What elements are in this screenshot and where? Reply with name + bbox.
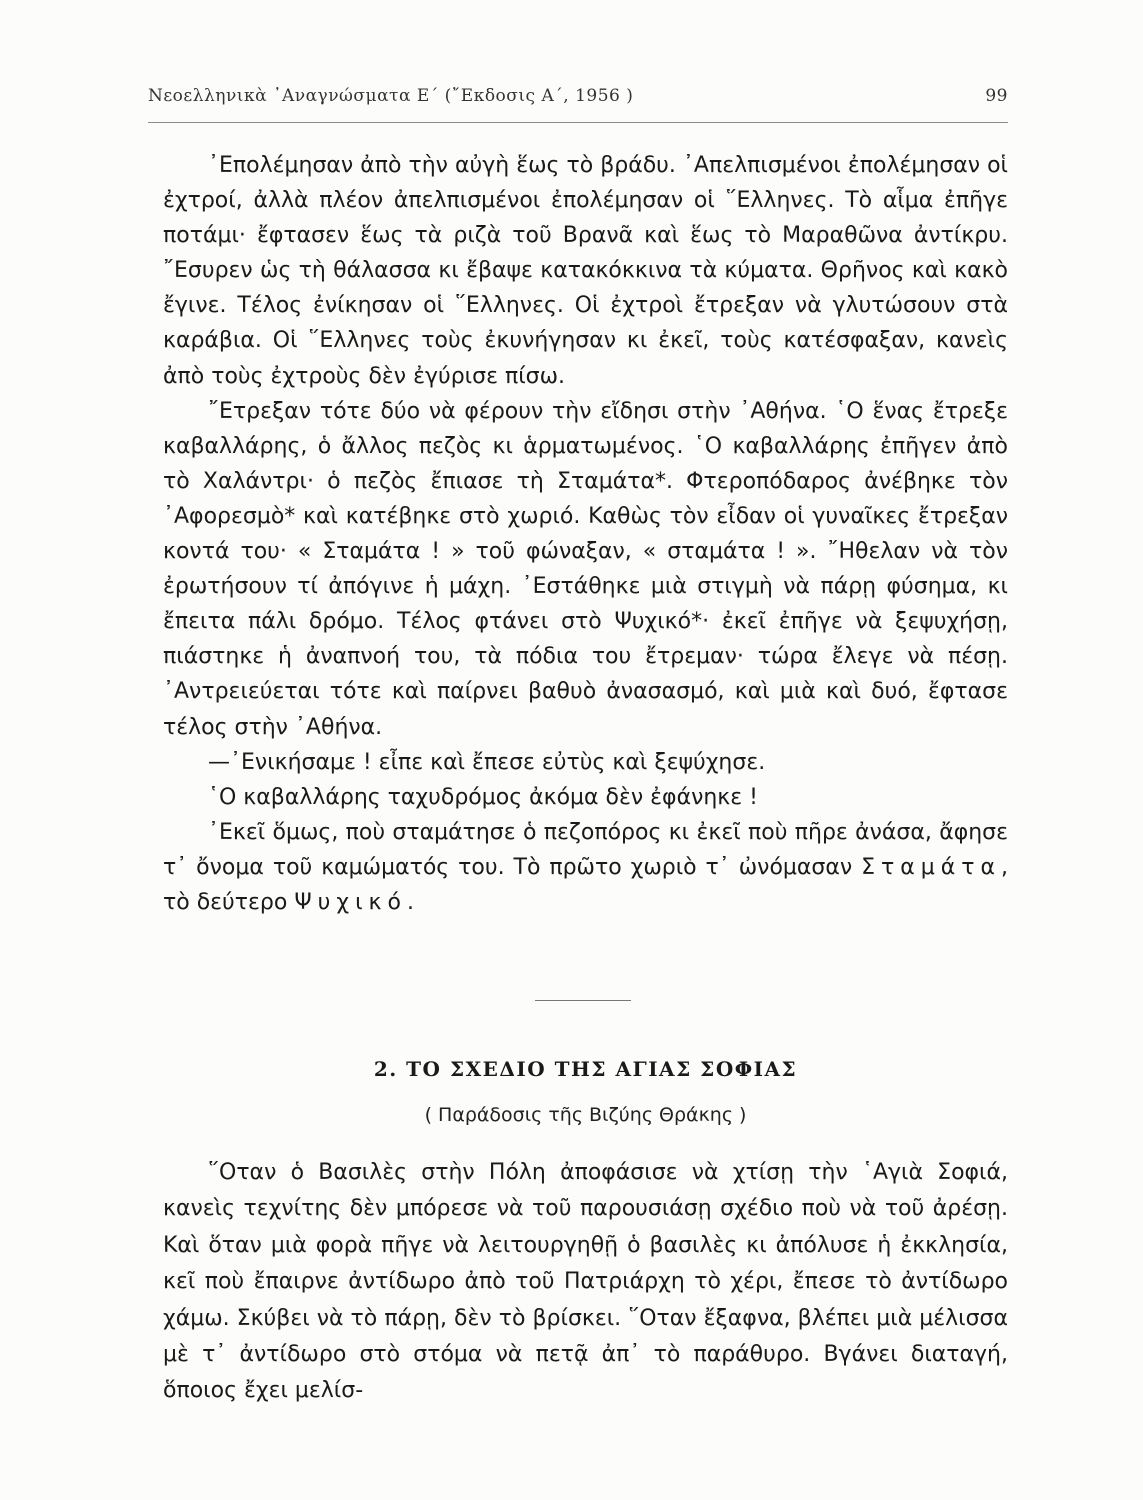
- paragraph: [163, 815, 1008, 920]
- running-header: [148, 86, 1008, 116]
- spaced-name-stamata: Σταμάτα: [861, 854, 1001, 880]
- section-title: 2. ΤΟ ΣΧΕΔΙΟ ΤΗΣ ΑΓΙΑΣ ΣΟΦΙΑΣ: [373, 1057, 798, 1081]
- paragraph-lead: ᾽Εκεῖ ὅμως, ποὺ σταμάτησε ὁ πεζοπόρος κι ἐκεῖ ποὺ πῆρε ἀνάσα, ἄφησε τ᾽ ὄνομα τοῦ καμώματός του. Τὸ πρῶτο χωριὸ τ᾽ ὠνόμασαν: [163, 819, 1008, 880]
- section-subtitle: ( Παράδοσις τῆς Βιζύης Θράκης ): [424, 1104, 747, 1126]
- section-2-text: [163, 1155, 1008, 1410]
- page-number: 99: [985, 86, 1008, 106]
- running-title: Νεοελληνικὰ ᾽Αναγνώσματα Ε΄ (῎Εκδοσις Α΄, 1956 ): [148, 86, 634, 106]
- spaced-name-psychiko: Ψυχικό: [294, 889, 407, 915]
- header-rule: [148, 122, 1008, 123]
- paragraph: ῾Ο καβαλλάρης ταχυδρόμος ἀκόμα δὲν ἐφάνηκε !: [208, 784, 758, 810]
- section-divider: [535, 1000, 631, 1001]
- paragraph-mid: , τὸ δεύτερο: [163, 854, 1008, 915]
- section-1-text: [163, 148, 1008, 920]
- paragraph: ῎Ετρεξαν τότε δύο νὰ φέρουν τὴν εἴδησι στὴν ᾽Αθήνα. ῾Ο ἕνας ἔτρεξε καβαλλάρης, ὁ ἄλλος πεζὸς κι ἁρματωμένος. ῾Ο καβαλλάρης ἐπῆγεν ἀπὸ τὸ Χαλάντρι· ὁ πεζὸς ἔπιασε τὴ Σταμάτα*. Φτεροπόδαρος ἀνέβηκε τὸν ᾽Αφορεσμὸ* καὶ κατέβηκε στὸ χωριό. Καθὼς τὸν εἶδαν οἱ γυναῖκες ἔτρεξαν κοντά του· « Σταμάτα ! » τοῦ φώναξαν, « σταμάτα ! ». ῎Ηθελαν νὰ τὸν ἐρωτήσουν τί ἀπόγινε ἡ μάχη. ᾽Εστάθηκε μιὰ στιγμὴ νὰ πάρῃ φύσημα, κι ἔπειτα πάλι δρόμο. Τέλος φτάνει στὸ Ψυχικό*· ἐκεῖ ἐπῆγε νὰ ξεψυχήσῃ, πιάστηκε ἡ ἀναπνοή του, τὰ πόδια του ἔτρεμαν· τώρα ἔλεγε νὰ πέσῃ. ᾽Αντρειεύεται τότε καὶ παίρνει βαθυὸ ἀνασασμό, καὶ μιὰ καὶ δυό, ἔφτασε τέλος στὴν ᾽Αθήνα.: [163, 398, 1008, 740]
- paragraph-end: .: [406, 889, 414, 915]
- paragraph: ῞Οταν ὁ Βασιλὲς στὴν Πόλη ἀποφάσισε νὰ χτίσῃ τὴν ῾Αγιὰ Σοφιά, κανεὶς τεχνίτης δὲν μπόρεσε νὰ τοῦ παρουσιάσῃ σχέδιο ποὺ νὰ τοῦ ἀρέσῃ. Καὶ ὅταν μιὰ φορὰ πῆγε νὰ λειτουργηθῇ ὁ βασιλὲς κι ἀπόλυσε ἡ ἐκκλησία, κεῖ ποὺ ἔπαιρνε ἀντίδωρο ἀπὸ τοῦ Πατριάρχη τὸ χέρι, ἔπεσε τὸ ἀντίδωρο χάμω. Σκύβει νὰ τὸ πάρῃ, δὲν τὸ βρίσκει. ῞Οταν ἔξαφνα, βλέπει μιὰ μέλισσα μὲ τ᾽ ἀντίδωρο στὸ στόμα νὰ πετᾷ ἀπ᾽ τὸ παράθυρο. Βγάνει διαταγή, ὅποιος ἔχει μελίσ-: [163, 1160, 1008, 1404]
- paragraph: —᾽Ενικήσαμε ! εἶπε καὶ ἔπεσε εὐτὺς καὶ ξεψύχησε.: [208, 749, 766, 775]
- paragraph: ᾽Επολέμησαν ἀπὸ τὴν αὐγὴ ἕως τὸ βράδυ. ᾽Απελπισμένοι ἐπολέμησαν οἱ ἐχτροί, ἀλλὰ πλέον ἀπελπισμένοι ἐπολέμησαν οἱ ῞Ελληνες. Τὸ αἷμα ἐπῆγε ποτάμι· ἔφτασεν ἕως τὰ ριζὰ τοῦ Βρανᾶ καὶ ἕως τὸ Μαραθῶνα ἀντίκρυ. ῎Εσυρεν ὡς τὴ θάλασσα κι ἔβαψε κατακόκκινα τὰ κύματα. Θρῆνος καὶ κακὸ ἔγινε. Τέλος ἐνίκησαν οἱ ῞Ελληνες. Οἱ ἐχτροὶ ἔτρεξαν νὰ γλυτώσουν στὰ καράβια. Οἱ ῞Ελληνες τοὺς ἐκυνήγησαν κι ἐκεῖ, τοὺς κατέσφαξαν, κανεὶς ἀπὸ τοὺς ἐχτροὺς δὲν ἐγύρισε πίσω.: [163, 153, 1008, 389]
